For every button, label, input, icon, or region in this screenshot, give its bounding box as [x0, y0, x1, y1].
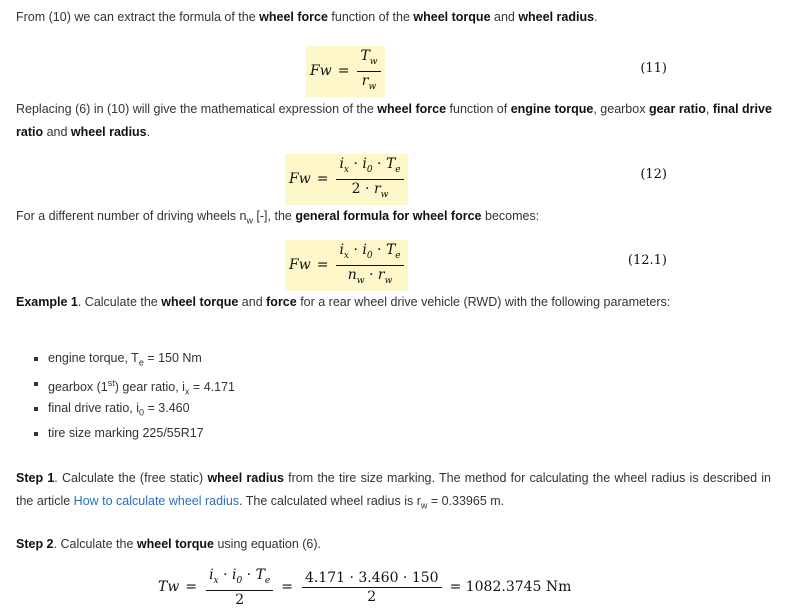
equation-number: (12): [640, 167, 667, 182]
list-item: tire size marking 225/55R17: [16, 421, 235, 446]
equation-wheel-torque: T w = $\frac{i_x \cdot i_0 \cdot T_e}{2}$ = $\frac{4.171 \cdot 3.460 \cdot 150}{2}$ = 1082.3745 Nm: [158, 567, 572, 608]
list-item: gearbox (1st) gear ratio, $i_x = 4.171$: [16, 371, 235, 396]
list-item: final drive ratio, $i_0 = 3.460$: [16, 396, 235, 421]
paragraph-driving-wheels: For a different number of driving wheels $n_w$ [-], the general formula for wheel force becomes:: [16, 209, 540, 226]
fraction: $\frac{T_w}{r_w}$: [357, 48, 380, 95]
list-item: engine torque, $T_e = 150$ Nm: [16, 346, 235, 371]
term-wheel-torque: wheel torque: [413, 10, 491, 24]
paragraph-example-1: Example 1. Calculate the wheel torque and force for a rear wheel drive vehicle (RWD) with the following parameters:: [16, 295, 671, 309]
equation-number: (12.1): [627, 253, 667, 268]
fraction: $\frac{i_x \cdot i_0 \cdot T_e}{n_w \cdot r_w}$: [336, 242, 403, 289]
paragraph-replacing: Replacing (6) in (10) will give the mathematical expression of the wheel force function of engine torque, gearbox gear ratio, final drive ratio and wheel radius.: [16, 102, 772, 139]
wheel-radius-article-link[interactable]: How to calculate wheel radius: [73, 494, 240, 508]
parameter-list: [16, 346, 235, 446]
equation-12: F w = $\frac{i_x \cdot i_0 \cdot T_e}{2 \cdot r_w}$: [285, 154, 408, 205]
paragraph-wheel-force-intro: From (10) we can extract the formula of the wheel force function of the wheel torque and wheel radius.: [16, 10, 598, 24]
equation-11: F w = $\frac{T_w}{r_w}$: [306, 46, 385, 97]
result-value: = 1082.3745 Nm: [449, 579, 572, 596]
equation-12-1: F w = $\frac{i_x \cdot i_0 \cdot T_e}{n_w \cdot r_w}$: [285, 240, 408, 291]
paragraph-step-2: Step 2. Calculate the wheel torque using equation (6).: [16, 537, 322, 551]
paragraph-step-1: Step 1. Calculate the (free static) wheel radius from the tire size marking. The method for calculating the wheel radius is described in the article How to calculate wheel radius. The calculated wheel radius is $r_w = 0.33965$ m.: [16, 471, 771, 511]
fraction-values: $\frac{4.171 \cdot 3.460 \cdot 150}{2}$: [302, 570, 442, 605]
term-wheel-force: wheel force: [259, 10, 328, 24]
fraction-symbolic: $\frac{i_x \cdot i_0 \cdot T_e}{2}$: [206, 567, 273, 608]
fraction: $\frac{i_x \cdot i_0 \cdot T_e}{2 \cdot r_w}$: [336, 156, 403, 203]
equation-number: (11): [640, 61, 667, 76]
term-wheel-radius: wheel radius: [518, 10, 595, 24]
